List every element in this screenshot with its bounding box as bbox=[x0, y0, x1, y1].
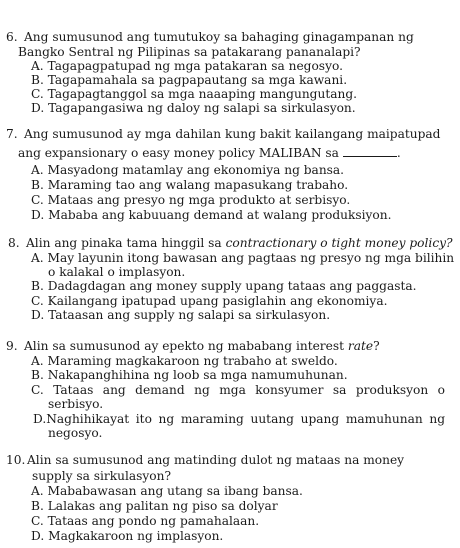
option-c: C. Tataas ang pondo ng pamahalaan. bbox=[31, 514, 260, 528]
option-d: D.Naghihikayat ito ng maraming uutang upang mamuhunan ng bbox=[33, 412, 445, 426]
question-stem bbox=[26, 236, 453, 251]
question-stem: Ang sumusunod ang tumutukoy sa bahaging ginagampanan ng bbox=[24, 30, 414, 44]
stem-italic-term: rate bbox=[347, 339, 374, 353]
option-c-continued: serbisyo. bbox=[48, 397, 104, 411]
question-number: 10. bbox=[6, 453, 26, 467]
stem-text: Alin sa sumusunod ay epekto ng mababang interest bbox=[24, 339, 348, 353]
option-a: A. Mababawasan ang utang sa ibang bansa. bbox=[31, 484, 303, 498]
option-d: D. Magkakaroon ng implasyon. bbox=[31, 529, 224, 543]
option-a: A. Maraming magkakaroon ng trabaho at sweldo. bbox=[31, 354, 338, 368]
option-b: B. Maraming tao ang walang mapasukang trabaho. bbox=[31, 178, 349, 192]
question-stem: Alin sa sumusunod ang matinding dulot ng mataas na money bbox=[27, 453, 405, 467]
option-c: C. Tataas ang demand ng mga konsyumer sa produksyon o bbox=[31, 383, 445, 397]
option-c: C. Mataas ang presyo ng mga produkto at serbisyo. bbox=[31, 193, 351, 207]
option-a-continued: o kalakal o implasyon. bbox=[48, 265, 186, 279]
question-number: 7. bbox=[6, 127, 18, 141]
option-a: A. May layunin itong bawasan ang pagtaas ng presyo ng mga bilihin bbox=[31, 251, 455, 265]
option-b: B. Tagapamahala sa pagpapautang sa mga kawani. bbox=[31, 73, 348, 87]
option-d-continued: negosyo. bbox=[48, 426, 103, 440]
question-number: 9. bbox=[6, 339, 18, 353]
option-c: C. Tagapagtanggol sa mga naaaping mangungutang. bbox=[31, 87, 358, 101]
question-stem-line bbox=[18, 146, 401, 161]
question-stem: supply sa sirkulasyon? bbox=[32, 469, 171, 483]
option-c: C. Kailangang ipatupad upang pasiglahin ang ekonomiya. bbox=[31, 294, 388, 308]
question-stem: Bangko Sentral ng Pilipinas sa patakarang pananalapi? bbox=[18, 45, 361, 59]
stem-italic-term: contractionary o tight money policy? bbox=[225, 236, 453, 250]
question-stem bbox=[24, 339, 380, 354]
stem-text: ang expansionary o easy money policy MALIBAN sa bbox=[18, 146, 339, 160]
option-d: D. Mababa ang kabuuang demand at walang produksiyon. bbox=[31, 208, 392, 222]
question-number: 8. bbox=[8, 236, 20, 250]
question-stem: Ang sumusunod ay mga dahilan kung bakit kailangang maipatupad bbox=[24, 127, 441, 141]
stem-text: Alin ang pinaka tama hinggil sa bbox=[26, 236, 226, 250]
option-b: B. Nakapanghihina ng loob sa mga namumuhunan. bbox=[31, 368, 348, 382]
answer-blank bbox=[343, 146, 397, 157]
option-b: B. Lalakas ang palitan ng piso sa dolyar bbox=[31, 499, 278, 513]
option-b: B. Dadagdagan ang money supply upang tataas ang paggasta. bbox=[31, 279, 417, 293]
stem-end: . bbox=[396, 146, 401, 160]
question-number: 6. bbox=[6, 30, 18, 44]
option-a: A. Tagapagpatupad ng mga patakaran sa negosyo. bbox=[31, 59, 343, 73]
option-a: A. Masyadong matamlay ang ekonomiya ng bansa. bbox=[31, 163, 345, 177]
stem-end: ? bbox=[373, 339, 380, 353]
option-d: D. Tataasan ang supply ng salapi sa sirkulasyon. bbox=[31, 308, 331, 322]
option-d: D. Tagapangasiwa ng daloy ng salapi sa sirkulasyon. bbox=[31, 101, 356, 115]
